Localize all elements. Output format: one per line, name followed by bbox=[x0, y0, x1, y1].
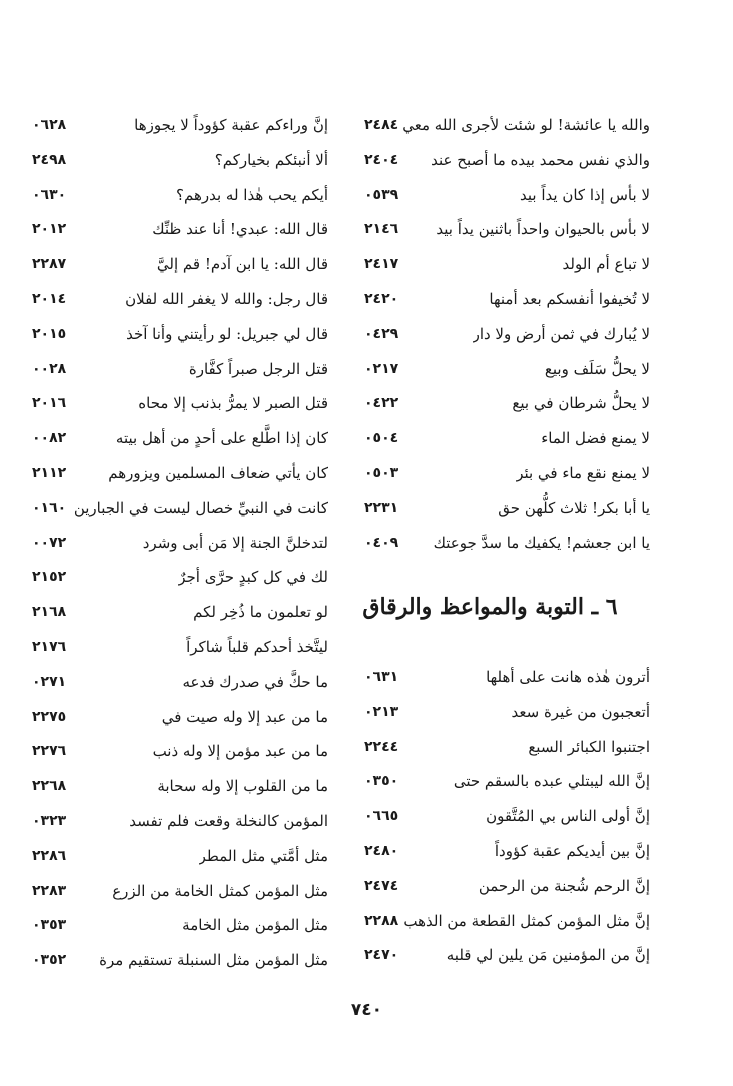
index-entry bbox=[360, 526, 650, 561]
entry-number: ٢٤١٧ bbox=[364, 256, 399, 273]
index-entry bbox=[28, 526, 328, 561]
entry-text: مثل المؤمن مثل الخامة bbox=[182, 916, 328, 935]
entry-number: ٢٢٨٨ bbox=[364, 912, 399, 929]
entry-text: أترون هٰذه هانت على أهلها bbox=[486, 668, 650, 686]
entry-number: ٢١١٢ bbox=[32, 464, 67, 481]
entry-text: ألا أنبئكم بخياركم؟ bbox=[214, 150, 328, 169]
index-entry bbox=[360, 282, 650, 317]
index-entry bbox=[28, 874, 328, 909]
entry-text: المؤمن كالنخلة وقعت فلم تفسد bbox=[129, 811, 328, 830]
entry-text: لا تُخيفوا أنفسكم بعد أمنها bbox=[489, 289, 650, 308]
entry-number: ٢٤٧٠ bbox=[364, 947, 399, 964]
entry-number: ٢٢٧٥ bbox=[32, 708, 67, 725]
entry-text: أيكم يحب هٰذا له بدرهم؟ bbox=[176, 185, 328, 204]
page-number: ٧٤٠ bbox=[350, 1000, 383, 1020]
entry-text: لا يُبارك في ثمن أرض ولا دار bbox=[472, 324, 650, 343]
entry-text: اجتنبوا الكبائر السبع bbox=[528, 737, 650, 756]
entry-number: ٢٤٧٤ bbox=[364, 877, 399, 894]
index-entry bbox=[28, 491, 328, 526]
index-entry bbox=[360, 834, 650, 869]
index-entry bbox=[360, 869, 650, 904]
entry-number: ٢٢٤٤ bbox=[364, 738, 399, 755]
entry-text: ما حكَّ في صدرك فدعه bbox=[182, 672, 328, 691]
index-entry bbox=[28, 108, 328, 143]
entry-text: لا يحلُّ شرطان في بيع bbox=[512, 394, 650, 413]
entry-number: ٠٦٣٠ bbox=[32, 186, 67, 203]
entry-number: ٢٢٨٦ bbox=[32, 847, 67, 864]
entry-text: لا بأس إذا كان يداً بيد bbox=[520, 185, 650, 204]
entry-number: ٠٢١٧ bbox=[364, 360, 399, 377]
section-heading: ٦ ـ التوبة والمواعظ والرقاق bbox=[362, 594, 618, 620]
entry-text: لا يمنع فضل الماء bbox=[541, 429, 650, 448]
entry-number: ٢٢٧٦ bbox=[32, 743, 67, 760]
entry-number: ٠٠٨٢ bbox=[32, 430, 67, 447]
index-entry bbox=[28, 839, 328, 874]
index-entry bbox=[360, 764, 650, 799]
right-column-bottom bbox=[360, 660, 650, 973]
entry-text: أتعجبون من غيرة سعد bbox=[511, 702, 650, 721]
entry-number: ٠٥٠٣ bbox=[364, 464, 399, 481]
entry-number: ٢٠١٤ bbox=[32, 290, 67, 307]
index-entry bbox=[360, 730, 650, 765]
index-entry bbox=[360, 660, 650, 695]
index-entry bbox=[28, 595, 328, 630]
entry-number: ٠٣٥٠ bbox=[364, 773, 399, 790]
entry-number: ٢٤٠٤ bbox=[364, 151, 399, 168]
index-entry bbox=[28, 282, 328, 317]
entry-number: ٠٤٢٩ bbox=[364, 325, 399, 342]
entry-text: كان إذا اطَّلع على أحدٍ من أهل بيته bbox=[115, 429, 328, 448]
entry-number: ٢٢٨٧ bbox=[32, 256, 67, 273]
entry-text: لا يمنع نقع ماء في بئر bbox=[516, 463, 650, 482]
entry-text: والله يا عائشة! لو شئت لأجرى الله معي bbox=[402, 116, 650, 134]
left-column bbox=[28, 108, 328, 978]
entry-text: قال الله: يا ابن آدم! قم إليَّ bbox=[156, 255, 328, 274]
entry-number: ٠٣٢٣ bbox=[32, 812, 67, 829]
entry-text: مثل المؤمن مثل السنبلة تستقيم مرة bbox=[99, 951, 328, 970]
entry-number: ٠٠٧٢ bbox=[32, 534, 67, 551]
index-entry bbox=[28, 908, 328, 943]
entry-text: إنَّ مثل المؤمن كمثل القطعة من الذهب bbox=[403, 911, 650, 930]
entry-number: ٢٢٣١ bbox=[364, 499, 399, 516]
entry-number: ٢٤٢٠ bbox=[364, 290, 399, 307]
index-entry bbox=[360, 247, 650, 282]
entry-text: والذي نفس محمد بيده ما أصبح عند bbox=[431, 150, 650, 169]
entry-text: لتدخلنَّ الجنة إلا مَن أبى وشرد bbox=[142, 533, 328, 552]
index-entry bbox=[28, 317, 328, 352]
index-entry bbox=[360, 108, 650, 143]
index-entry bbox=[360, 456, 650, 491]
entry-text: إنَّ بين أيديكم عقبة كؤوداً bbox=[494, 841, 650, 860]
entry-number: ٠٦٦٥ bbox=[364, 808, 399, 825]
entry-text: لا يحلُّ سَلَف وبيع bbox=[544, 359, 650, 378]
entry-number: ٢٢٦٨ bbox=[32, 778, 67, 795]
entry-text: كان يأتي ضعاف المسلمين ويزورهم bbox=[108, 463, 328, 482]
entry-text: قال الله: عبدي! أنا عند ظنِّك bbox=[152, 220, 328, 239]
entry-number: ٠٢١٣ bbox=[364, 703, 399, 720]
entry-text: كانت في النبيِّ خصال ليست في الجبارين bbox=[73, 498, 328, 517]
entry-text: ما من عبد مؤمن إلا وله ذنب bbox=[152, 742, 328, 761]
entry-number: ٠٠٢٨ bbox=[32, 360, 67, 377]
entry-number: ٢١٥٢ bbox=[32, 569, 67, 586]
index-entry bbox=[360, 178, 650, 213]
entry-text: ما من القلوب إلا وله سحابة bbox=[157, 777, 328, 796]
index-entry bbox=[28, 769, 328, 804]
index-entry bbox=[360, 938, 650, 973]
entry-text: لا تباع أم الولد bbox=[562, 255, 650, 274]
entry-number: ٠١٦٠ bbox=[32, 499, 67, 516]
index-entry bbox=[360, 491, 650, 526]
right-column-top bbox=[360, 108, 650, 560]
index-entry bbox=[28, 247, 328, 282]
entry-text: إنَّ أولى الناس بي المُتَّقون bbox=[486, 807, 650, 826]
entry-text: مثل المؤمن كمثل الخامة من الزرع bbox=[112, 881, 328, 900]
index-entry bbox=[28, 804, 328, 839]
entry-number: ٢١٤٦ bbox=[364, 221, 399, 238]
index-entry bbox=[28, 630, 328, 665]
entry-number: ٢٠١٢ bbox=[32, 221, 67, 238]
index-entry bbox=[360, 352, 650, 387]
index-entry bbox=[28, 178, 328, 213]
index-entry bbox=[28, 665, 328, 700]
entry-number: ٢٠١٦ bbox=[32, 395, 67, 412]
entry-text: قال رجل: والله لا يغفر الله لفلان bbox=[125, 289, 328, 308]
entry-number: ٠٦٢٨ bbox=[32, 117, 67, 133]
entry-number: ٠٥٠٤ bbox=[364, 430, 399, 447]
entry-text: لك في كل كبدٍ حرَّى أجرٌ bbox=[178, 568, 328, 587]
index-entry bbox=[360, 904, 650, 939]
entry-number: ٢١٦٨ bbox=[32, 604, 67, 621]
index-entry bbox=[28, 560, 328, 595]
entry-number: ٠٢٧١ bbox=[32, 673, 67, 690]
entry-text: إنَّ من المؤمنين مَن يلين لي قلبه bbox=[446, 946, 650, 965]
entry-text: لو تعلمون ما ذُخِر لكم bbox=[193, 603, 328, 622]
entry-number: ٠٤٠٩ bbox=[364, 534, 399, 551]
entry-text: ما من عبد إلا وله صيت في bbox=[161, 707, 328, 726]
entry-number: ٢٤٨٠ bbox=[364, 842, 399, 859]
index-entry bbox=[360, 212, 650, 247]
index-entry bbox=[360, 317, 650, 352]
entry-number: ٠٥٣٩ bbox=[364, 186, 399, 203]
index-entry bbox=[360, 143, 650, 178]
entry-text: قتل الرجل صبراً كفَّارة bbox=[188, 359, 328, 378]
index-entry bbox=[360, 799, 650, 834]
index-entry bbox=[28, 700, 328, 735]
entry-text: إنَّ وراءكم عقبة كؤوداً لا يجوزها bbox=[134, 116, 328, 134]
index-entry bbox=[28, 143, 328, 178]
index-entry bbox=[360, 695, 650, 730]
entry-number: ٢٤٩٨ bbox=[32, 151, 67, 168]
entry-number: ٢١٧٦ bbox=[32, 638, 67, 655]
entry-text: يا ابن جعشم! يكفيك ما سدَّ جوعتك bbox=[433, 533, 650, 552]
index-entry bbox=[28, 212, 328, 247]
entry-text: إنَّ الله ليبتلي عبده بالسقم حتى bbox=[453, 772, 650, 791]
index-entry bbox=[360, 386, 650, 421]
entry-text: يا أبا بكر! ثلاث كلُّهن حق bbox=[498, 498, 650, 517]
index-entry bbox=[28, 734, 328, 769]
entry-text: لا بأس بالحيوان واحداً باثنين يداً بيد bbox=[436, 220, 650, 239]
index-entry bbox=[360, 421, 650, 456]
entry-text: ليتَّخذ أحدكم قلباً شاكراً bbox=[186, 637, 328, 656]
entry-number: ٠٤٢٢ bbox=[364, 395, 399, 412]
entry-text: مثل أمَّتي مثل المطر bbox=[198, 846, 328, 865]
index-entry bbox=[28, 386, 328, 421]
entry-number: ٢٠١٥ bbox=[32, 325, 67, 342]
entry-number: ٠٦٣١ bbox=[364, 669, 399, 685]
entry-text: قال لي جبريل: لو رأيتني وأنا آخذ bbox=[126, 324, 328, 343]
entry-text: قتل الصبر لا يمرُّ بذنب إلا محاه bbox=[138, 394, 328, 413]
entry-number: ٠٣٥٣ bbox=[32, 917, 67, 934]
entry-text: إنَّ الرحم شُجنة من الرحمن bbox=[478, 876, 650, 895]
entry-number: ٢٤٨٤ bbox=[364, 117, 399, 133]
entry-number: ٠٣٥٢ bbox=[32, 952, 67, 969]
index-entry bbox=[28, 352, 328, 387]
index-entry bbox=[28, 456, 328, 491]
entry-number: ٢٢٨٣ bbox=[32, 882, 67, 899]
index-entry bbox=[28, 943, 328, 978]
index-entry bbox=[28, 421, 328, 456]
